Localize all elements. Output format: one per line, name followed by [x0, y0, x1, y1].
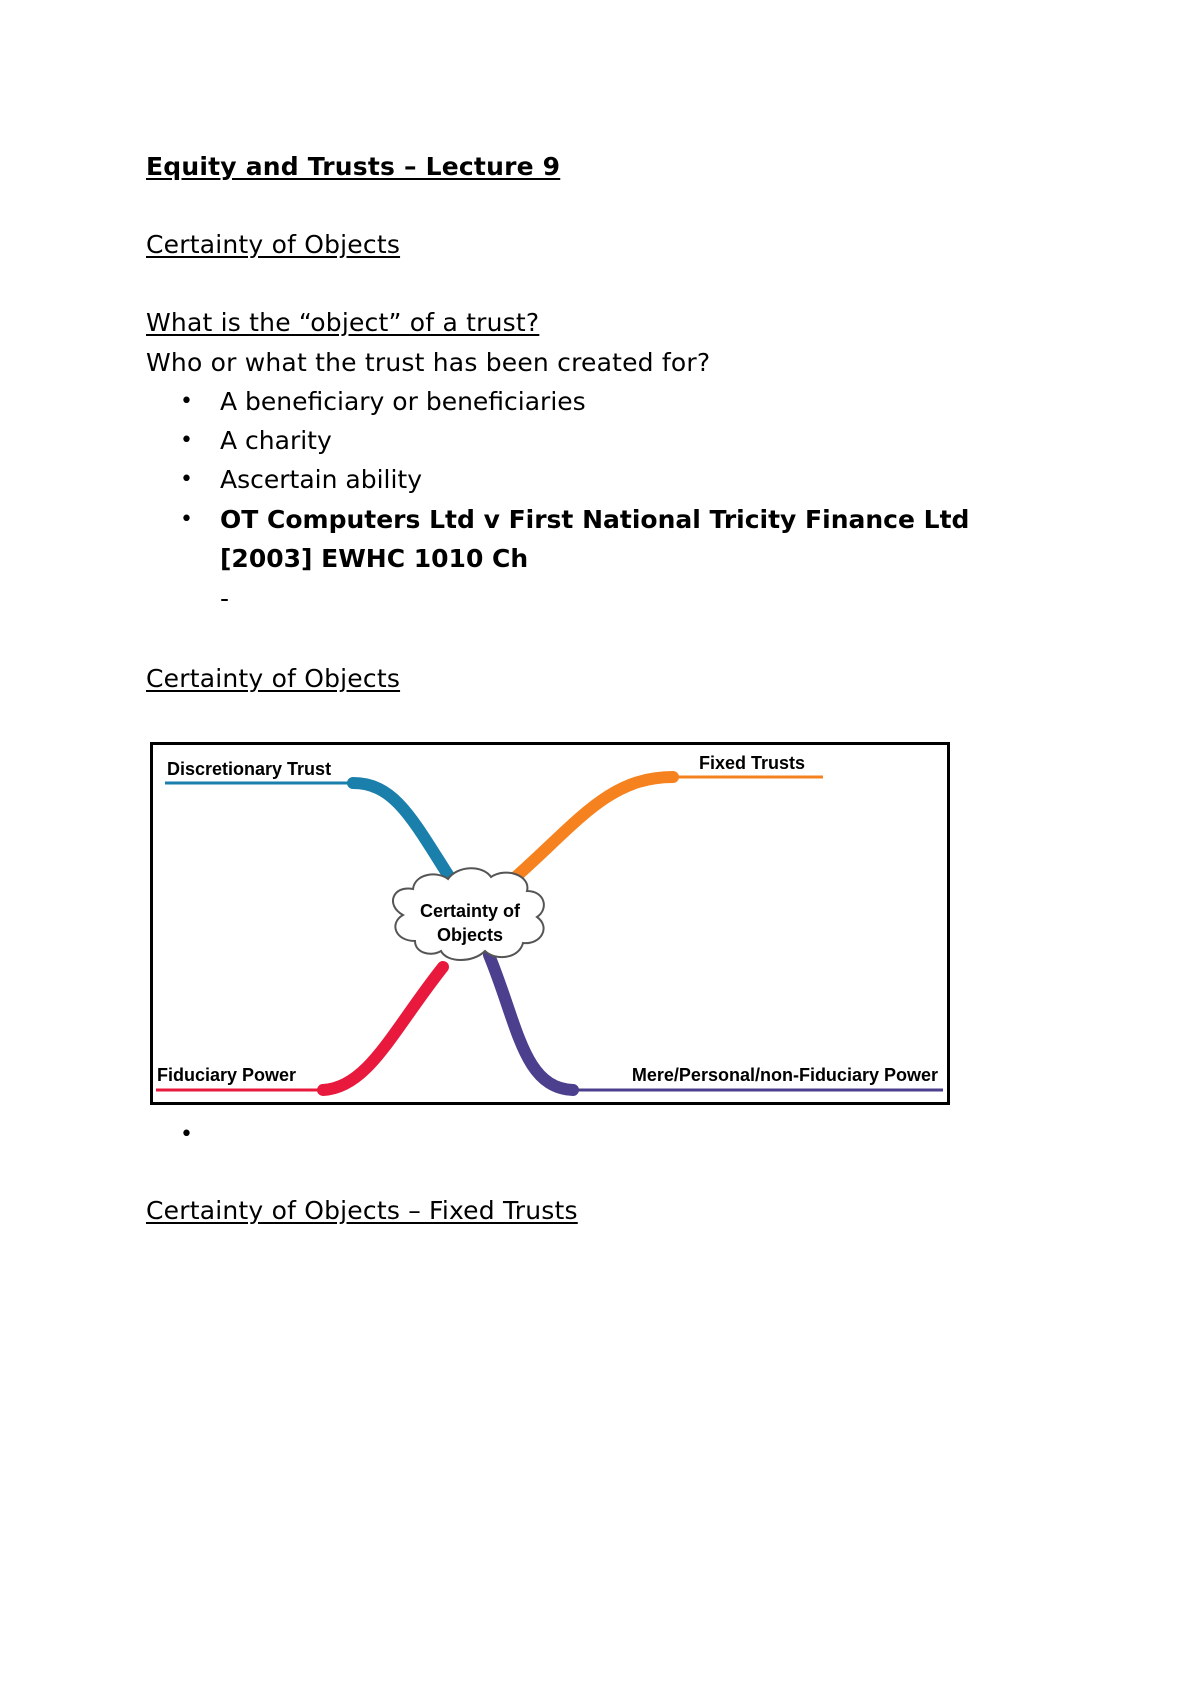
bullet-icon: •: [180, 1122, 193, 1147]
case-citation-line2: [2003] EWHC 1010 Ch: [220, 544, 529, 573]
list-item: A charity: [220, 426, 332, 455]
mind-map-svg: [153, 745, 947, 1102]
branch-stroke-fiduciary: [323, 967, 443, 1090]
list-item: A beneficiary or beneficiaries: [220, 387, 586, 416]
center-label-line1: Certainty of: [419, 901, 521, 921]
document-title: Equity and Trusts – Lecture 9: [146, 152, 561, 181]
label-discretionary-trust: Discretionary Trust: [167, 759, 332, 779]
branch-line-fixed: [495, 777, 823, 895]
label-fiduciary-power: Fiduciary Power: [157, 1065, 297, 1085]
mind-map-diagram: [150, 742, 950, 1105]
label-mere-power: Mere/Personal/non-Fiduciary Power: [631, 1065, 938, 1085]
dash-placeholder: -: [220, 584, 230, 613]
section-heading-fixed-trusts: Certainty of Objects – Fixed Trusts: [146, 1196, 578, 1225]
section-heading-certainty-2: Certainty of Objects: [146, 664, 401, 693]
bullet-icon: •: [180, 389, 193, 414]
center-label-line2: Objects: [436, 925, 504, 945]
bullet-icon: •: [180, 467, 193, 492]
bullet-icon: •: [180, 507, 193, 532]
case-citation-line1: OT Computers Ltd v First National Tricity Finance Ltd: [220, 505, 970, 534]
label-fixed-trusts: Fixed Trusts: [699, 753, 806, 773]
branch-stroke-mere: [489, 955, 573, 1090]
question-heading: What is the “object” of a trust?: [146, 308, 540, 337]
section-heading-certainty: Certainty of Objects: [146, 230, 401, 259]
list-item: Ascertain ability: [220, 465, 423, 494]
bullet-icon: •: [180, 428, 193, 453]
question-text: Who or what the trust has been created for?: [146, 348, 711, 377]
